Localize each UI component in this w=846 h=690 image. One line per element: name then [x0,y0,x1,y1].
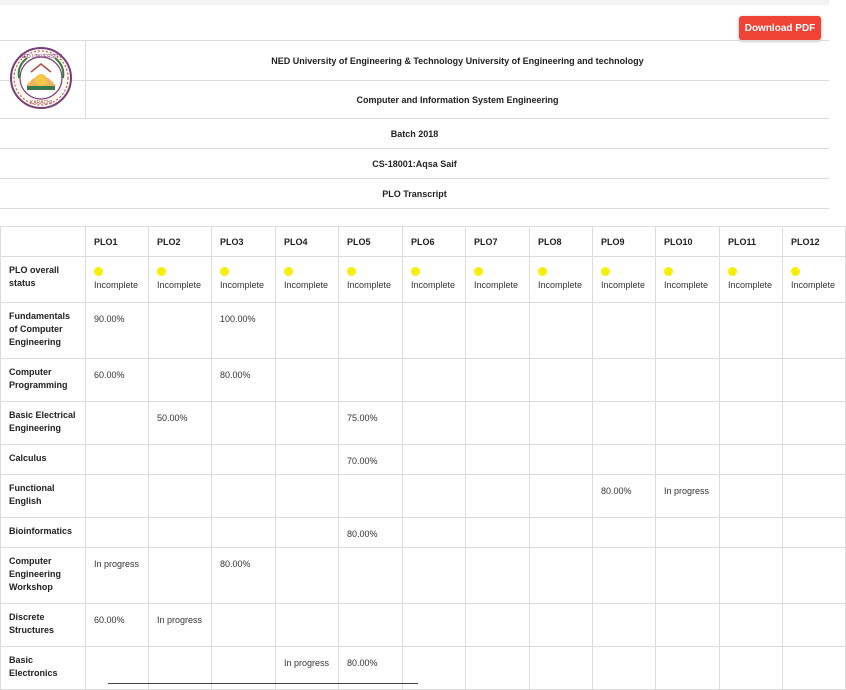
overall-status-cell [783,257,846,303]
plo-score-cell [149,445,212,475]
plo-score-cell [593,445,656,475]
plo-header-row [1,227,846,257]
plo-score-cell [403,445,466,475]
transcript-header [0,40,829,227]
plo-score-cell [656,402,720,445]
plo-score-cell [593,647,656,690]
plo-score-cell [593,518,656,548]
university-row [0,40,829,81]
plo-score-cell [276,604,339,647]
plo-score-cell [276,475,339,518]
corner-cell [1,227,86,257]
plo-score-cell [720,604,783,647]
plo-score-cell: 75.00% [339,402,403,445]
plo-score-cell [276,303,339,359]
department-name: Computer and Information System Engineering [85,81,829,118]
plo-score-cell [86,475,149,518]
plo-score-cell: 60.00% [86,359,149,402]
plo-score-cell [276,548,339,604]
plo-header-4: PLO4 [276,227,339,257]
plo-score-cell [403,402,466,445]
plo-score-cell [530,445,593,475]
plo-score-cell [466,548,530,604]
plo-score-cell [466,402,530,445]
status-text: Incomplete [220,280,265,290]
overall-status-cell [656,257,720,303]
plo-score-cell [656,647,720,690]
plo-score-cell [339,604,403,647]
scroll-indicator [108,683,418,684]
course-name: Discrete Structures [1,604,86,647]
plo-score-cell [720,475,783,518]
overall-status-cell [403,257,466,303]
plo-header-9: PLO9 [593,227,656,257]
status-text: Incomplete [284,280,329,290]
plo-score-cell [403,359,466,402]
plo-score-cell [276,359,339,402]
status-dot-icon [474,267,483,276]
course-row [1,475,846,518]
status-dot-icon [791,267,800,276]
plo-score-cell [86,518,149,548]
plo-score-cell [276,445,339,475]
status-text: Incomplete [411,280,456,290]
plo-header-12: PLO12 [783,227,846,257]
status-dot-icon [94,267,103,276]
overall-status-cell [149,257,212,303]
plo-score-cell: 80.00% [339,647,403,690]
course-name: Calculus [1,445,86,475]
plo-score-cell [466,303,530,359]
plo-score-cell: In progress [656,475,720,518]
plo-score-cell: 80.00% [212,359,276,402]
status-text: Incomplete [157,280,202,290]
plo-score-cell [530,647,593,690]
overall-status-cell [276,257,339,303]
overall-status-row [1,257,846,303]
status-dot-icon [728,267,737,276]
plo-score-cell: 50.00% [149,402,212,445]
course-row [1,604,846,647]
plo-score-cell [656,445,720,475]
status-text: Incomplete [601,280,646,290]
logo-motto: KARACHI [29,100,53,106]
plo-score-cell [403,518,466,548]
plo-score-cell [466,445,530,475]
plo-score-cell: 100.00% [212,303,276,359]
plo-score-cell [656,359,720,402]
plo-score-cell: In progress [149,604,212,647]
plo-score-cell [530,548,593,604]
plo-score-cell: 90.00% [86,303,149,359]
plo-score-cell [339,303,403,359]
plo-header-11: PLO11 [720,227,783,257]
plo-header-10: PLO10 [656,227,720,257]
plo-score-cell [403,604,466,647]
plo-score-cell [783,359,846,402]
plo-score-cell [212,475,276,518]
plo-header-2: PLO2 [149,227,212,257]
status-dot-icon [411,267,420,276]
overall-status-cell [212,257,276,303]
plo-score-cell: 80.00% [212,548,276,604]
course-name: Bioinformatics [1,518,86,548]
plo-score-cell [212,445,276,475]
student-name: CS-18001:Aqsa Saif [0,149,829,179]
plo-header-3: PLO3 [212,227,276,257]
plo-transcript-table [0,226,846,690]
course-row [1,402,846,445]
plo-score-cell [276,518,339,548]
plo-score-cell: In progress [86,548,149,604]
status-text: Incomplete [538,280,583,290]
course-row [1,359,846,402]
top-strip [0,0,829,5]
plo-score-cell [339,548,403,604]
course-row [1,518,846,548]
plo-score-cell [593,303,656,359]
status-text: Incomplete [94,280,139,290]
plo-header-1: PLO1 [86,227,149,257]
plo-score-cell [86,402,149,445]
overall-status-cell [86,257,149,303]
plo-score-cell [656,548,720,604]
status-dot-icon [284,267,293,276]
plo-score-cell [656,303,720,359]
plo-score-cell [720,548,783,604]
plo-score-cell [149,518,212,548]
plo-score-cell [720,518,783,548]
plo-score-cell [783,303,846,359]
status-text: Incomplete [347,280,392,290]
course-name: Basic Electrical Engineering [1,402,86,445]
plo-score-cell: 80.00% [339,518,403,548]
plo-score-cell [530,402,593,445]
plo-score-cell [593,402,656,445]
plo-score-cell [783,445,846,475]
overall-status-cell [466,257,530,303]
plo-score-cell [530,604,593,647]
plo-score-cell [720,402,783,445]
course-row [1,548,846,604]
plo-score-cell [720,647,783,690]
plo-score-cell [530,518,593,548]
plo-score-cell: 60.00% [86,604,149,647]
status-text: Incomplete [728,280,773,290]
plo-score-cell [149,359,212,402]
plo-score-cell [530,359,593,402]
plo-score-cell [212,604,276,647]
plo-header-7: PLO7 [466,227,530,257]
plo-score-cell [466,518,530,548]
plo-score-cell [783,518,846,548]
batch: Batch 2018 [0,119,829,149]
plo-score-cell: In progress [276,647,339,690]
plo-score-cell [212,402,276,445]
status-dot-icon [664,267,673,276]
plo-score-cell [149,303,212,359]
plo-score-cell [593,359,656,402]
plo-score-cell [593,604,656,647]
plo-header-8: PLO8 [530,227,593,257]
course-name: Functional English [1,475,86,518]
plo-score-cell [466,604,530,647]
logo-ring-text: NED UNIVERSITY [20,54,62,60]
course-row [1,303,846,359]
plo-score-cell [212,518,276,548]
plo-score-cell [339,475,403,518]
status-dot-icon [157,267,166,276]
overall-status-cell [720,257,783,303]
course-row [1,445,846,475]
plo-score-cell [720,303,783,359]
overall-status-cell [530,257,593,303]
course-name: Computer Programming [1,359,86,402]
plo-score-cell [466,647,530,690]
plo-score-cell: 70.00% [339,445,403,475]
status-text: Incomplete [474,280,519,290]
plo-score-cell [339,359,403,402]
department-row [0,81,829,119]
plo-score-cell [783,647,846,690]
status-dot-icon [220,267,229,276]
plo-score-cell [783,402,846,445]
plo-score-cell [783,548,846,604]
plo-score-cell [276,402,339,445]
overall-status-cell [593,257,656,303]
plo-score-cell [656,604,720,647]
plo-score-cell [530,303,593,359]
plo-score-cell [149,548,212,604]
plo-score-cell [530,475,593,518]
plo-score-cell [656,518,720,548]
status-dot-icon [601,267,610,276]
plo-score-cell [720,359,783,402]
plo-score-cell: 80.00% [593,475,656,518]
plo-score-cell [783,475,846,518]
status-dot-icon [347,267,356,276]
status-dot-icon [538,267,547,276]
plo-header-5: PLO5 [339,227,403,257]
university-logo [9,46,73,110]
document-title: PLO Transcript [0,179,829,209]
plo-score-cell [403,475,466,518]
overall-status-cell [339,257,403,303]
spacer-row [0,209,829,227]
plo-score-cell [593,548,656,604]
course-name: Basic Electronics [1,647,86,690]
download-pdf-button[interactable]: Download PDF [739,16,821,40]
status-text: Incomplete [664,280,709,290]
university-name: NED University of Engineering & Technology University of Engineering and technology [85,41,829,80]
plo-header-6: PLO6 [403,227,466,257]
course-name: Fundamentals of Computer Engineering [1,303,86,359]
plo-score-cell [466,359,530,402]
plo-score-cell [403,303,466,359]
course-name: Computer Engineering Workshop [1,548,86,604]
status-text: Incomplete [791,280,836,290]
plo-score-cell [86,445,149,475]
overall-status-label: PLO overall status [1,257,86,303]
plo-score-cell [466,475,530,518]
plo-score-cell [720,445,783,475]
plo-score-cell [783,604,846,647]
plo-score-cell [403,548,466,604]
plo-score-cell [149,475,212,518]
